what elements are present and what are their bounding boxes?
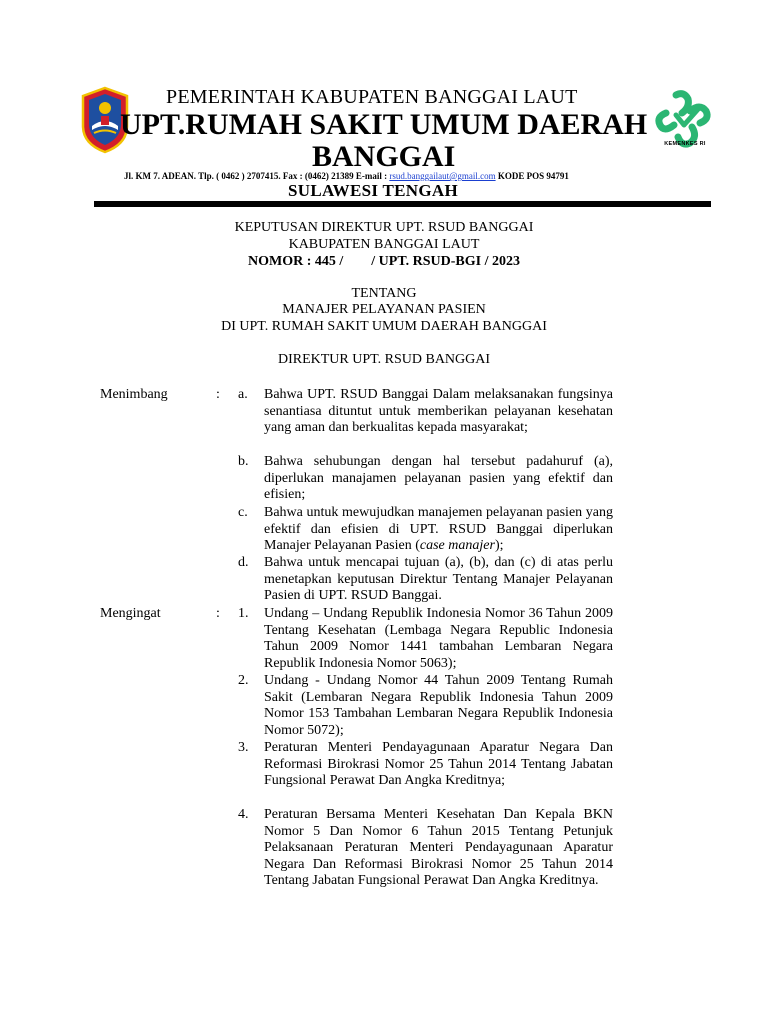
item-text-end: ); (494, 538, 504, 553)
item-marker: b. (238, 454, 249, 469)
item-text: Undang - Undang Nomor 44 Tahun 2009 Tentang Rumah Sakit (Lembaran Negara Republik Indonesia Tahun 2009 Nomor 153 Tambahan Lembaran Negara Republik Indonesia Nomor 5072); (264, 673, 613, 738)
menimbang-item-a (238, 387, 613, 437)
item-text: Bahwa untuk mencapai tujuan (a), (b), dan (c) di atas perlu menetapkan keputusan Direktur Tentang Manajer Pelayanan Pasien di UPT. RSUD Banggai. (264, 555, 613, 603)
menimbang-item-c (238, 505, 613, 555)
mengingat-item-3 (238, 740, 613, 790)
menimbang-item-d (238, 555, 613, 605)
item-text: Peraturan Bersama Menteri Kesehatan Dan Kepala BKN Nomor 5 Dan Nomor 6 Tahun 2015 Tentang Petunjuk Pelaksanaan Peraturan Menteri Pendayagunaan Aparatur Negara Dan Reformasi Birokrasi Nomor 25 Tahun 2014 Tentang Jabatan Fungsional Perawat Dan Angka Kreditnya. (264, 807, 613, 888)
item-text: Undang – Undang Republik Indonesia Nomor 36 Tahun 2009 Tentang Kesehatan (Lembaga Negara Republic Indonesia Tahun 2009 Nomor 1441 tambahan Lembaran Negara Republik Indonesia Nomor 5063); (264, 606, 613, 671)
item-text: Bahwa UPT. RSUD Banggai Dalam melaksanakan fungsinya senantiasa dituntut untuk memberikan pelayanan kesehatan yang aman dan berkualitas kepada masyarakat; (264, 387, 613, 435)
email-link[interactable]: rsud.banggailaut@gmail.com (389, 171, 496, 181)
hospital-name-line-2: BANGGAI (312, 140, 456, 173)
province-name: SULAWESI TENGAH (288, 181, 458, 200)
about-heading: TENTANG (351, 286, 417, 301)
item-marker: 1. (238, 606, 249, 621)
item-marker: d. (238, 555, 249, 570)
decree-title-line-1: KEPUTUSAN DIREKTUR UPT. RSUD BANGGAI (234, 220, 534, 235)
mengingat-item-4 (238, 807, 613, 890)
address-line (124, 171, 569, 181)
government-name: PEMERINTAH KABUPATEN BANGGAI LAUT (166, 86, 578, 108)
item-marker: c. (238, 505, 248, 520)
mengingat-label: Mengingat (100, 606, 161, 621)
menimbang-label: Menimbang (100, 387, 168, 402)
decree-number: NOMOR : 445 / / UPT. RSUD-BGI / 2023 (248, 254, 520, 269)
letterhead-divider (94, 201, 711, 207)
item-marker: 3. (238, 740, 249, 755)
mengingat-colon: : (216, 606, 220, 621)
mengingat-item-2 (238, 673, 613, 739)
decree-title-line-2: KABUPATEN BANGGAI LAUT (288, 237, 480, 252)
item-marker: 4. (238, 807, 249, 822)
subject-line-2: DI UPT. RUMAH SAKIT UMUM DAERAH BANGGAI (221, 319, 547, 334)
menimbang-item-b (238, 454, 613, 504)
address-suffix: KODE POS 94791 (495, 171, 569, 181)
kemenkes-label: KEMENKES RI (664, 141, 706, 147)
item-text-italic: case manajer (419, 538, 495, 553)
director-heading: DIREKTUR UPT. RSUD BANGGAI (277, 352, 491, 367)
mengingat-item-1 (238, 606, 613, 672)
item-text-main: Bahwa untuk mewujudkan manajemen pelayanan pasien yang efektif dan efisien di UPT. RSUD Banggai diperlukan Manajer Pelayanan Pasien ( (264, 505, 613, 553)
item-text (264, 505, 613, 555)
menimbang-colon: : (216, 387, 220, 402)
item-text: Bahwa sehubungan dengan hal tersebut padahuruf (a), diperlukan manajamen pelayanan pasien yang efektif dan efisien; (264, 454, 613, 502)
hospital-name-line-1: UPT.RUMAH SAKIT UMUM DAERAH (120, 108, 648, 141)
address-prefix: Jl. KM 7. ADEAN. Tlp. ( 0462 ) 2707415. Fax : (0462) 21389 E-mail : (124, 171, 390, 181)
item-marker: a. (238, 387, 248, 402)
subject-line-1: MANAJER PELAYANAN PASIEN (282, 302, 486, 317)
item-text: Peraturan Menteri Pendayagunaan Aparatur Negara Dan Reformasi Birokrasi Nomor 25 Tahun 2014 Tentang Jabatan Fungsional Perawat Dan Angka Kreditnya; (264, 740, 613, 788)
item-marker: 2. (238, 673, 249, 688)
